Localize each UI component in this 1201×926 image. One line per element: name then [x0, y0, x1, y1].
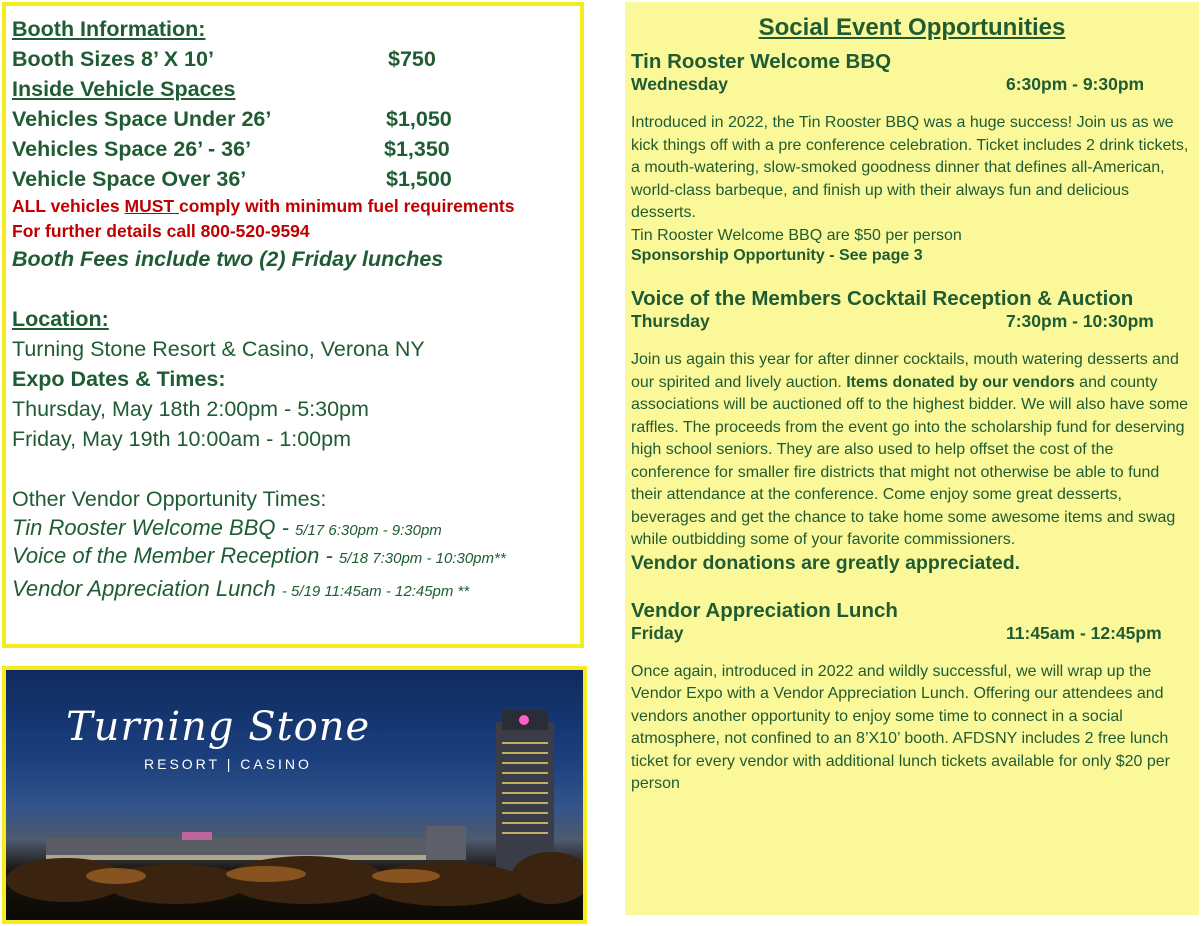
- booth-sizes-price: $750: [388, 47, 436, 71]
- sponsorship-note: Sponsorship Opportunity - See page 3: [631, 247, 923, 264]
- vehicle-row: [12, 164, 580, 194]
- location-heading: Location:: [12, 307, 109, 331]
- must-emphasis: MUST: [124, 196, 179, 216]
- booth-info-panel: [2, 2, 584, 648]
- vehicle-label: Vehicle Space Over 36’: [12, 167, 247, 191]
- vehicle-price: $1,500: [386, 167, 452, 191]
- event-name: Vendor Appreciation Lunch: [631, 598, 898, 622]
- booth-sizes-label: Booth Sizes 8’ X 10’: [12, 47, 214, 71]
- vehicle-row: [12, 134, 580, 164]
- event-day-row: [625, 623, 1199, 647]
- event-name: Voice of the Members Cocktail Reception & Auction: [631, 287, 1134, 310]
- location-value: Turning Stone Resort & Casino, Verona NY: [12, 337, 425, 361]
- vehicle-row: [12, 104, 580, 134]
- expo-date: Friday, May 19th 10:00am - 1:00pm: [12, 427, 351, 451]
- event-description: Introduced in 2022, the Tin Rooster BBQ was a huge success! Join us as we kick things off with a pre conference celebration. Ticket includes 2 drink tickets, a mouth-watering, slow-smoked goodness dinner that defines all-American, world-class barbeque, and finish up with their always fun and delicious desserts.: [631, 114, 1189, 221]
- event-price: Tin Rooster Welcome BBQ are $50 per person: [631, 226, 962, 244]
- fuel-warning: ALL vehicles MUST comply with minimum fuel requirements: [12, 196, 515, 216]
- event-day: Friday: [631, 622, 684, 643]
- social-events-panel: [625, 2, 1199, 915]
- vehicle-price: $1,350: [384, 137, 450, 161]
- tower-logo-icon: [519, 715, 529, 725]
- resort-photo: [2, 666, 587, 924]
- opportunity-item: Vendor Appreciation Lunch - 5/19 11:45am - 12:45pm **: [12, 576, 470, 601]
- vehicle-label: Vehicles Space 26’ - 36’: [12, 137, 252, 161]
- brand-subtitle: RESORT | CASINO: [144, 756, 312, 772]
- event-description: Once again, introduced in 2022 and wildly successful, we will wrap up the Vendor Expo with a Vendor Appreciation Lunch. Offering our attendees and vendors another opportunity to enjoy some time to connect in a social atmosphere, not confined to an 8’X10’ booth. AFDSNY includes 2 free lunch ticket for every vendor with additional lunch tickets available for only $20 per person: [631, 662, 1170, 792]
- event-time: 7:30pm - 10:30pm: [1006, 311, 1154, 331]
- event-name: Tin Rooster Welcome BBQ: [631, 50, 892, 73]
- brand-name: Turning Stone: [66, 704, 371, 750]
- event-time: 11:45am - 12:45pm: [1006, 622, 1162, 643]
- expo-dates-heading: Expo Dates & Times:: [12, 367, 226, 391]
- details-phone: For further details call 800-520-9594: [12, 221, 310, 241]
- social-title: Social Event Opportunities: [758, 14, 1066, 41]
- expo-date: Thursday, May 18th 2:00pm - 5:30pm: [12, 397, 369, 421]
- event-day: Thursday: [631, 311, 710, 331]
- event-time: 6:30pm - 9:30pm: [1006, 74, 1145, 94]
- vehicle-heading: Inside Vehicle Spaces: [12, 77, 236, 101]
- other-opportunities-heading: Other Vendor Opportunity Times:: [12, 487, 327, 511]
- vehicle-label: Vehicles Space Under 26’: [12, 107, 272, 131]
- booth-heading: Booth Information:: [12, 17, 206, 41]
- opportunity-item: Voice of the Member Reception - 5/18 7:30pm - 10:30pm**: [12, 543, 506, 568]
- booth-fees-note: Booth Fees include two (2) Friday lunches: [12, 247, 444, 271]
- turning-stone-logo: [66, 704, 370, 772]
- donated-items-emphasis: Items donated by our vendors: [846, 373, 1075, 391]
- event-description: Join us again this year for after dinner cocktails, mouth watering desserts and our spirited and lively auction. Items donated by our vendors and county associations will be auctioned off to the highest bidder. We will also have some raffles. The proceeds from the event go into the scholarship fund for deserving high school seniors. They are also used to help offset the cost of the conference for smaller fire districts that might not otherwise be able to fund their attendance at the conference. Come enjoy some great desserts, beverages and get the chance to take home some awesome items and swag while outbidding some of your favorite commissioners.: [631, 351, 1189, 548]
- event-day-row: [625, 74, 1199, 98]
- opportunity-item: Tin Rooster Welcome BBQ - 5/17 6:30pm - 9:30pm: [12, 515, 442, 540]
- event-day: Wednesday: [631, 74, 728, 94]
- donations-note: Vendor donations are greatly appreciated.: [631, 551, 1021, 574]
- event-day-row: [625, 311, 1199, 335]
- vehicle-price: $1,050: [386, 107, 452, 131]
- booth-sizes-row: [12, 44, 580, 74]
